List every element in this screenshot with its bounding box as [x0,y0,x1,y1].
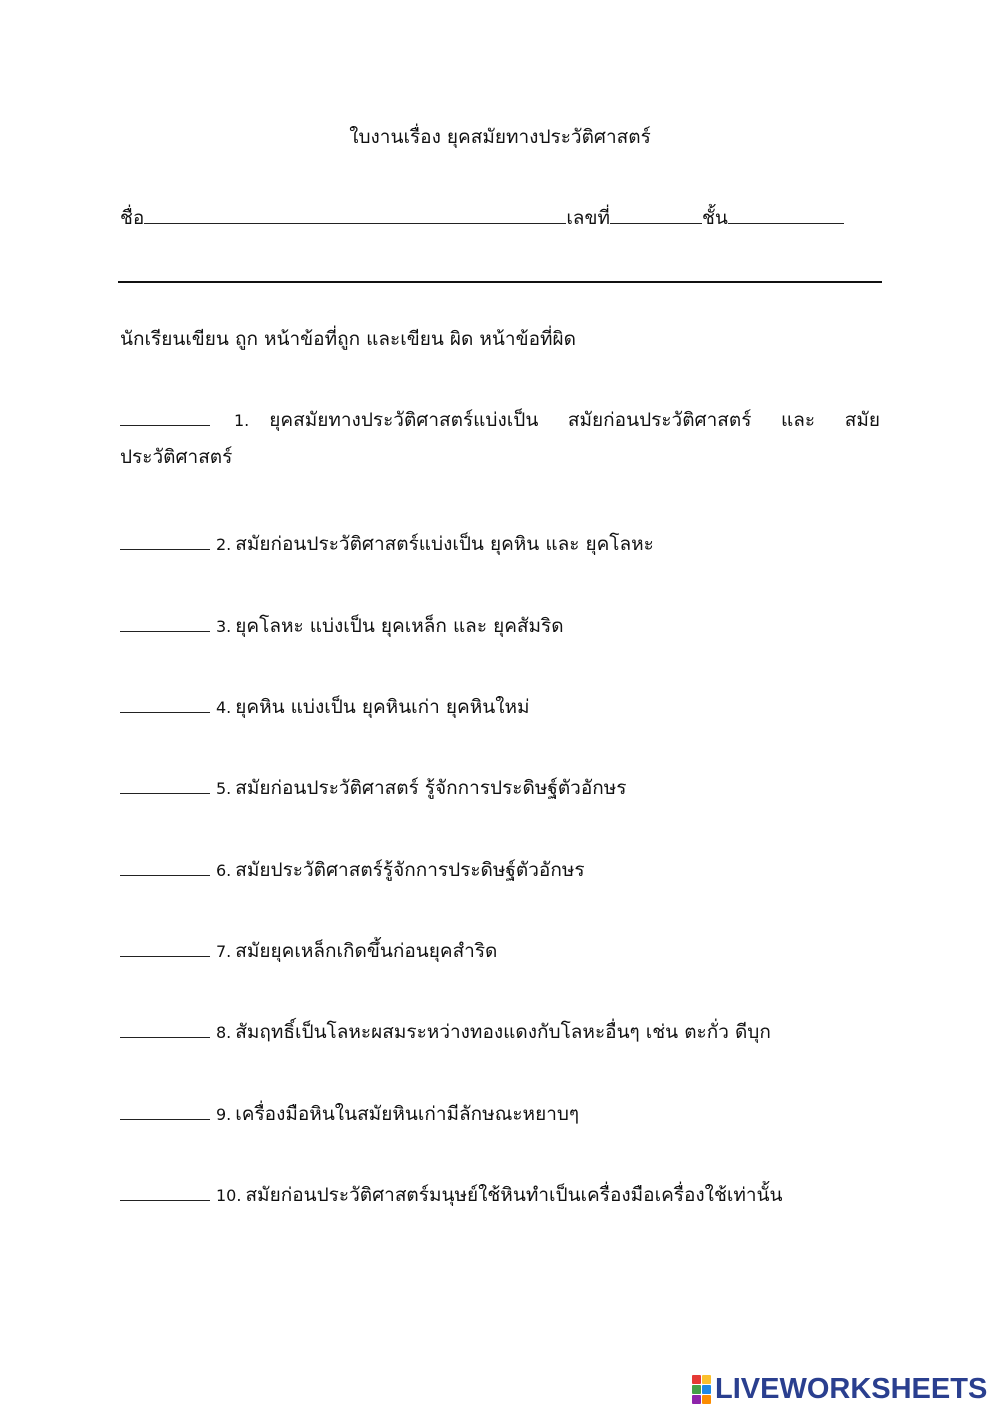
question-number: 3. [216,617,232,636]
question-number: 6. [216,861,232,880]
logo-square [692,1375,701,1384]
question-text: สมัยประวัติศาสตร์รู้จักการประดิษฐ์ตัวอักษร [235,859,585,881]
name-label: ชื่อ [120,207,145,229]
question-text: สมัยยุคเหล็กเกิดขึ้นก่อนยุคสำริด [235,940,498,962]
brand-name: LIVEWORKSHEETS [715,1372,988,1405]
question-number: 5. [216,779,232,798]
question-word: ยุคสมัยทางประวัติศาสตร์แบ่งเป็น [269,409,539,431]
question-3 [120,606,880,647]
logo-square [702,1375,711,1384]
question-4 [120,687,880,728]
student-info-line [120,203,880,233]
answer-blank-9[interactable] [120,1099,210,1120]
question-number: 2. [216,535,232,554]
question-9 [120,1094,880,1135]
question-text: ยุคหิน แบ่งเป็น ยุคหินเก่า ยุคหินใหม่ [235,696,530,718]
question-word: สมัยก่อนประวัติศาสตร์ [567,409,752,431]
logo-square [702,1395,711,1404]
question-2 [120,524,880,565]
answer-blank-8[interactable] [120,1017,210,1038]
instruction-text: นักเรียนเขียน ถูก หน้าข้อที่ถูก และเขียน ผิด หน้าข้อที่ผิด [120,328,576,350]
question-word: สมัย [844,409,880,431]
question-text: สมัยก่อนประวัติศาสตร์ รู้จักการประดิษฐ์ตัวอักษร [235,777,627,799]
number-field[interactable] [610,203,702,224]
question-8 [120,1012,880,1053]
class-field[interactable] [728,203,844,224]
question-text [269,400,880,440]
number-label: เลขที่ [566,207,610,229]
answer-blank-10[interactable] [120,1180,210,1201]
divider [118,281,882,283]
question-text: สมัยก่อนประวัติศาสตร์แบ่งเป็น ยุคหิน และ ยุคโลหะ [235,533,654,555]
question-number: 10. [216,1186,242,1205]
question-text: สัมฤทธิ์เป็นโลหะผสมระหว่างทองแดงกับโลหะอื่นๆ เช่น ตะกั่ว ดีบุก [235,1021,771,1043]
logo-square [702,1385,711,1394]
logo-square [692,1395,701,1404]
class-label: ชั้น [701,207,728,229]
logo-square [692,1385,701,1394]
answer-blank-5[interactable] [120,773,210,794]
answer-blank-4[interactable] [120,692,210,713]
liveworksheets-logo-icon [692,1375,711,1404]
question-text: สมัยก่อนประวัติศาสตร์มนุษย์ใช้หินทำเป็นเครื่องมือเครื่องใช้เท่านั้น [245,1184,783,1206]
answer-blank-7[interactable] [120,936,210,957]
answer-blank-6[interactable] [120,855,210,876]
question-word: และ [781,409,816,431]
name-field[interactable] [144,203,566,224]
question-text: ยุคโลหะ แบ่งเป็น ยุคเหล็ก และ ยุคสัมริด [235,615,564,637]
question-5 [120,768,880,809]
question-number: 1. [234,411,250,430]
question-6 [120,850,880,891]
question-number: 8. [216,1023,232,1042]
answer-blank-3[interactable] [120,611,210,632]
answer-blank-1[interactable] [120,405,210,426]
question-1-continuation: ประวัติศาสตร์ [120,446,233,468]
page-title: ใบงานเรื่อง ยุคสมัยทางประวัติศาสตร์ [349,126,651,148]
question-7 [120,931,880,972]
question-number: 9. [216,1105,232,1124]
question-1 [120,400,880,441]
question-number: 4. [216,698,232,717]
question-number: 7. [216,942,232,961]
question-10 [120,1175,880,1216]
liveworksheets-brand[interactable] [692,1374,987,1404]
question-text: เครื่องมือหินในสมัยหินเก่ามีลักษณะหยาบๆ [235,1103,580,1125]
answer-blank-2[interactable] [120,529,210,550]
